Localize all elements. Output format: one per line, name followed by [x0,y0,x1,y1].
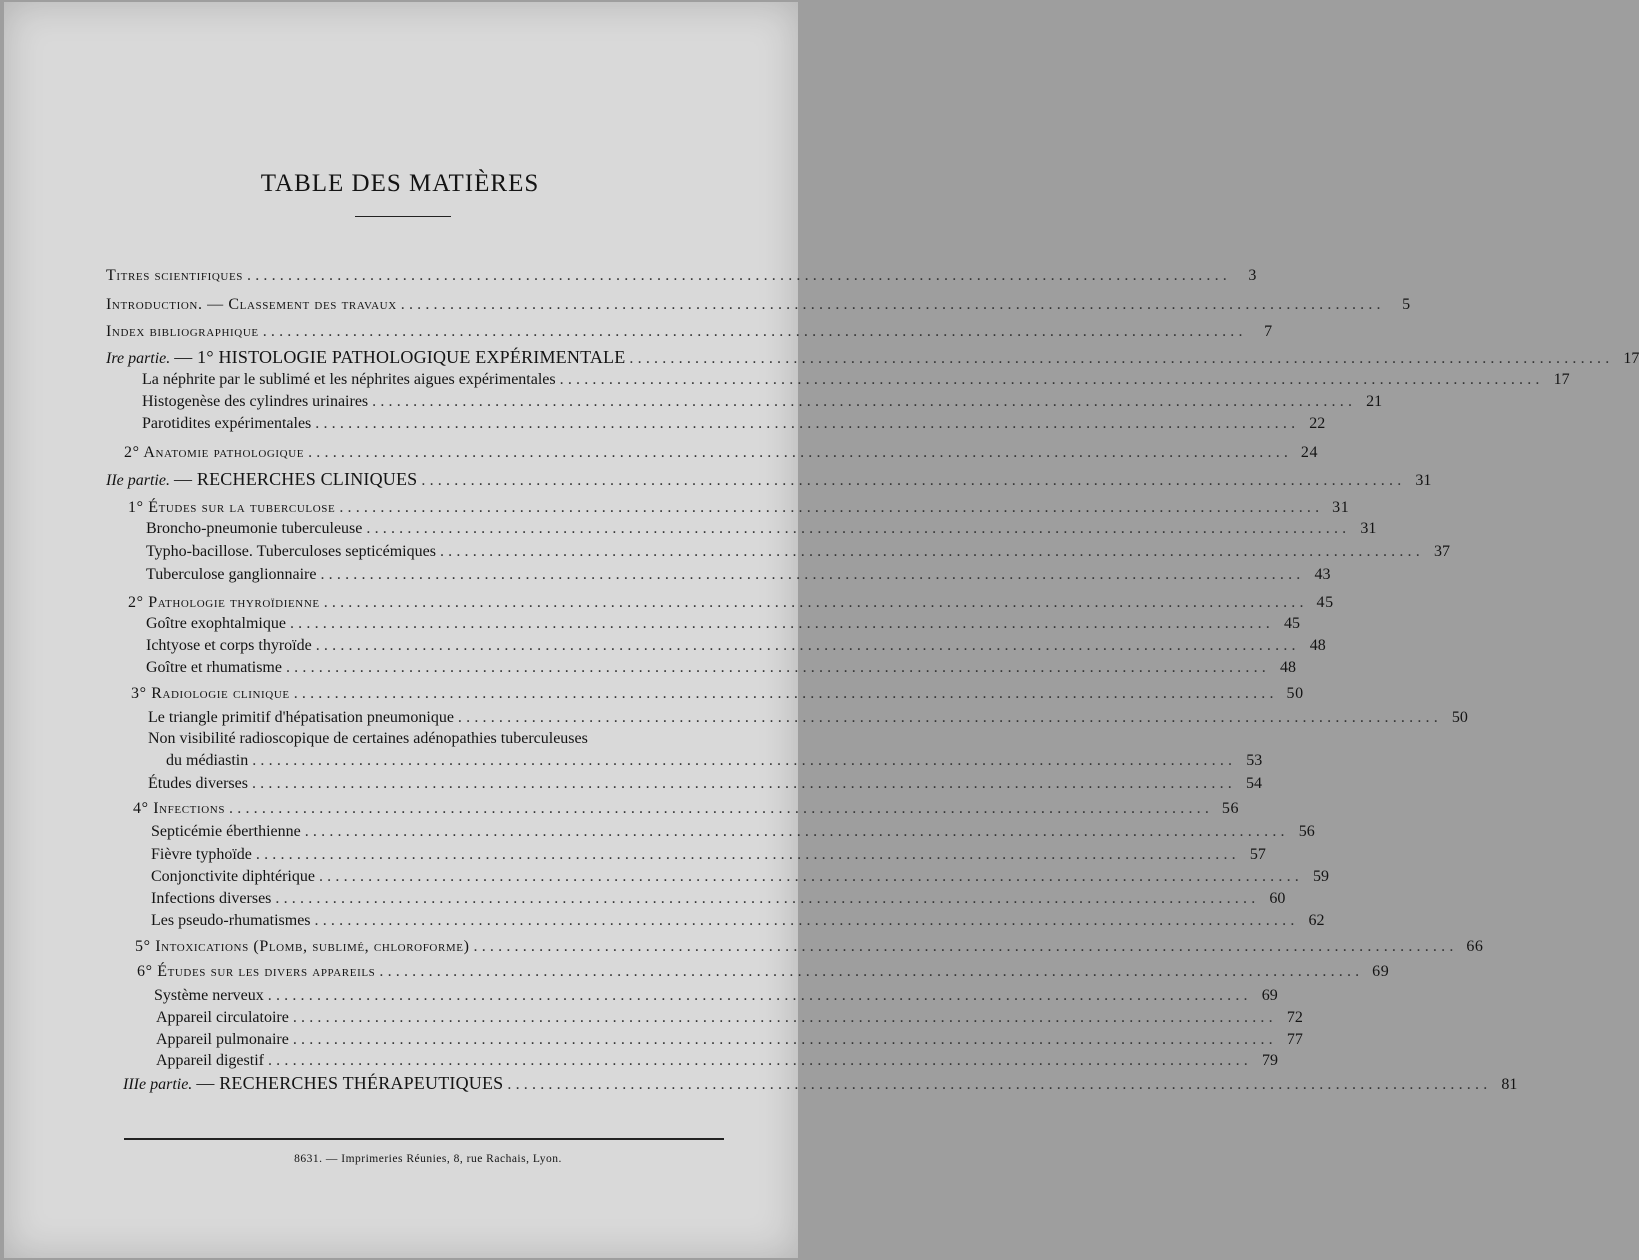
leader-dots: ........................................................................................................................ [262,323,1247,340]
toc-page-number: 48 [1309,637,1326,654]
toc-entry-label: Histogenèse des cylindres urinaires [142,393,369,410]
toc-entry-label: Parotidites expérimentales [142,415,312,432]
toc-entry-label: Titres scientifiques [106,267,243,284]
toc-entry-label: — RECHERCHES THÉRAPEUTIQUES [196,1073,504,1093]
toc-entry-label: Introduction. — Classement des travaux [106,296,397,313]
leader-dots: ........................................................................................................................ [315,637,1300,654]
leader-dots: ........................................................................................................................ [267,1052,1252,1069]
toc-page-number: 57 [1249,846,1266,863]
toc-entry-label: 1° Études sur la tuberculose [128,499,336,516]
toc-entry-label: Système nerveux [154,987,264,1004]
toc-entry [137,962,1390,982]
toc-entry-label: Goître et rhumatisme [146,659,282,676]
toc-entry [148,774,1262,794]
toc-entry-label: Fièvre typhoïde [151,846,252,863]
toc-entry [146,658,1296,678]
toc-entry-label: 5° Intoxications (Plomb, sublimé, chloroforme) [135,938,470,955]
toc-entry [133,799,1240,819]
leader-dots: ........................................................................................................................ [292,1031,1277,1048]
toc-page-number: 53 [1246,752,1263,769]
toc-entry-label: 2° Anatomie pathologique [124,444,305,461]
toc-entry [146,636,1326,656]
toc-part-heading [106,469,1432,491]
toc-page-number: 69 [1372,963,1390,980]
leader-dots: ........................................................................................................................ [439,543,1424,560]
page-title: TABLE DES MATIÈRES [260,170,540,197]
toc-entry [156,1051,1278,1071]
toc-entry-label: Appareil digestif [156,1052,264,1069]
toc-entry-label: Conjonctivite diphtérique [151,868,315,885]
toc-entry [166,751,1263,771]
toc-entry-label: 6° Études sur les divers appareils [137,963,376,980]
toc-page-number: 17 [1623,350,1639,367]
leader-dots: ........................................................................................................................ [247,267,1231,284]
toc-page-number: 72 [1286,1009,1303,1026]
leader-dots: ........................................................................................................................ [379,963,1364,980]
toc-entry-label: Index bibliographique [106,323,259,340]
toc-entry-label: Les pseudo-rhumatismes [151,912,311,929]
leader-dots: ........................................................................................................................ [315,415,1300,432]
leader-dots: ........................................................................................................................ [293,685,1278,702]
toc-entry-label: Infections diverses [151,890,272,907]
leader-dots: ........................................................................................................................ [320,566,1305,583]
leader-dots: ........................................................................................................................ [314,912,1299,929]
part-label: IIe partie. [106,472,170,489]
toc-page-number: 31 [1332,499,1350,516]
toc-entry-label: Études diverses [148,775,248,792]
toc-entry [151,867,1329,887]
toc-entry [151,911,1325,931]
leader-dots: ........................................................................................................................ [308,444,1293,461]
toc-entry-label: Non visibilité radioscopique de certaines adénopathies tuberculeuses [148,730,588,747]
toc-entry-label: Appareil circulatoire [156,1009,289,1026]
toc-entry [156,1008,1303,1028]
leader-dots: ........................................................................................................................ [507,1076,1492,1093]
toc-page-number: 54 [1245,775,1262,792]
toc-entry [151,822,1315,842]
toc-page-number: 56 [1221,800,1240,817]
toc-entry-label: Ichtyose et corps thyroïde [146,637,312,654]
toc-entry [154,986,1278,1006]
leader-dots: ........................................................................................................................ [251,775,1236,792]
leader-dots: ........................................................................................................................ [473,938,1458,955]
leader-dots: ........................................................................................................................ [457,709,1442,726]
toc-page-number: 31 [1415,472,1432,489]
leader-dots: ........................................................................................................................ [421,472,1406,489]
toc-page-number: 3 [1248,267,1257,284]
toc-page-number: 79 [1261,1052,1278,1069]
leader-dots: ........................................................................................................................ [372,393,1357,410]
toc-page-number: 81 [1501,1076,1518,1093]
toc-page-number: 22 [1309,415,1326,432]
toc-page-number: 69 [1261,987,1278,1004]
toc-entry [146,542,1450,562]
toc-entry-label: 4° Infections [133,800,226,817]
leader-dots: ........................................................................................................................ [318,868,1303,885]
toc-entry-label: La néphrite par le sublimé et les néphrites aigues expérimentales [142,371,556,388]
leader-dots: ........................................................................................................................ [339,499,1324,516]
leader-dots: ........................................................................................................................ [304,823,1289,840]
leader-dots: ........................................................................................................................ [267,987,1252,1004]
toc-entry-label: Typho-bacillose. Tuberculoses septicémiques [146,543,436,560]
toc-page-number: 5 [1402,296,1411,313]
toc-entry-label: — 1° HISTOLOGIE PATHOLOGIQUE EXPÉRIMENTALE [174,347,626,367]
leader-dots: ........................................................................................................................ [289,615,1274,632]
toc-entry [148,708,1468,728]
leader-dots: ........................................................................................................................ [229,800,1214,817]
toc-page-number: 24 [1300,444,1319,461]
toc-entry-label: 3° Radiologie clinique [131,685,290,702]
toc-entry [151,889,1286,909]
leader-dots: ........................................................................................................................ [629,350,1614,367]
toc-page-number: 66 [1466,938,1484,955]
toc-entry [135,937,1484,957]
leader-dots: ........................................................................................................................ [275,890,1260,907]
toc-entry [146,614,1300,634]
toc-page-number: 50 [1451,709,1468,726]
footer-rule [124,1138,724,1140]
toc-page-number: 60 [1269,890,1286,907]
toc-page-number: 50 [1286,685,1304,702]
toc-entry [128,593,1334,613]
toc-page-number: 59 [1312,868,1329,885]
toc-entry-label: Septicémie éberthienne [151,823,301,840]
leader-dots: ........................................................................................................................ [285,659,1270,676]
toc-entry-label: — RECHERCHES CLINIQUES [173,469,418,489]
toc-entry-label: Tuberculose ganglionnaire [146,566,317,583]
toc-entry [128,498,1350,518]
toc-page-number: 45 [1316,594,1334,611]
toc-entry [106,266,1257,286]
leader-dots: ........................................................................................................................ [400,296,1385,313]
toc-page-number: 17 [1553,371,1570,388]
toc-entry-label: Broncho-pneumonie tuberculeuse [146,520,363,537]
toc-page-number: 37 [1433,543,1450,560]
leader-dots: ........................................................................................................................ [252,752,1237,769]
leader-dots: ........................................................................................................................ [292,1009,1277,1026]
toc-entry [131,684,1304,704]
leader-dots: ........................................................................................................................ [559,371,1544,388]
toc-page-number: 43 [1314,566,1331,583]
toc-page-number: 48 [1279,659,1296,676]
toc-page-number: 56 [1298,823,1315,840]
printer-imprint: 8631. — Imprimeries Réunies, 8, rue Rachais, Lyon. [294,1153,562,1165]
toc-page-number: 62 [1308,912,1325,929]
leader-dots: ........................................................................................................................ [323,594,1308,611]
toc-part-heading [123,1073,1518,1095]
toc-entry [106,295,1411,315]
toc-entry [142,392,1383,412]
toc-entry-label: Goître exophtalmique [146,615,286,632]
toc-entry [156,1030,1303,1050]
leader-dots: ........................................................................................................................ [255,846,1240,863]
toc-page-number: 7 [1264,323,1273,340]
toc-entry-label: Le triangle primitif d'hépatisation pneumonique [148,709,454,726]
title-rule [355,216,451,217]
toc-part-heading [106,347,1639,369]
part-label: Ire partie. [106,350,171,367]
toc-entry [142,370,1570,390]
toc-page-number: 45 [1283,615,1300,632]
toc-entry [142,414,1326,434]
toc-entry [146,565,1331,585]
toc-entry-label: 2° Pathologie thyroïdienne [128,594,320,611]
toc-entry [124,443,1319,463]
toc-entry [106,322,1273,342]
toc-page-number: 21 [1366,393,1383,410]
toc-entry-label: Appareil pulmonaire [156,1031,289,1048]
leader-dots: ........................................................................................................................ [366,520,1351,537]
toc-entry [146,519,1377,539]
part-label: IIIe partie. [123,1076,193,1093]
toc-entry-label: du médiastin [166,752,249,769]
toc-page-number: 77 [1286,1031,1303,1048]
toc-entry [151,845,1266,865]
toc-page-number: 31 [1360,520,1377,537]
